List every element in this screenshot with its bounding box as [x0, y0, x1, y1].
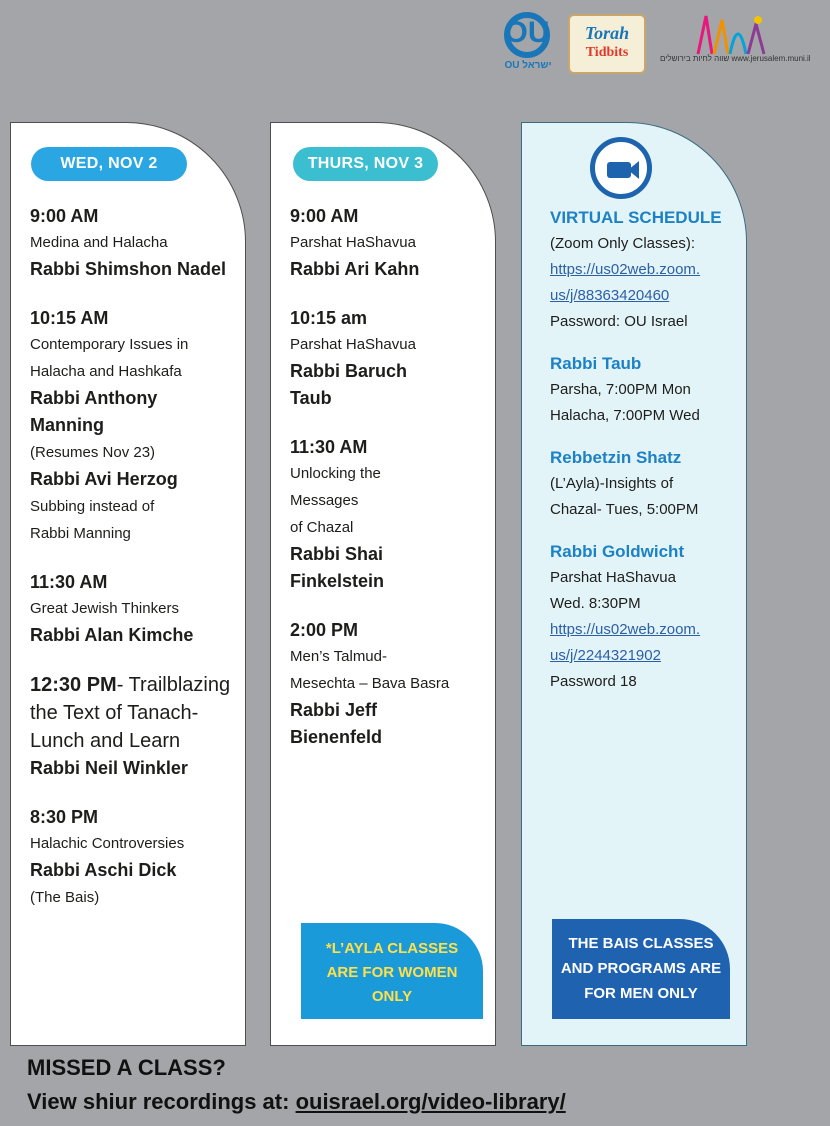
entry-speaker: Rabbi Anthony: [30, 388, 158, 408]
teacher-block: [550, 539, 745, 695]
torah-logo-line2: Tidbits: [585, 45, 629, 60]
zoom-link-2[interactable]: https://us02web.zoom.: [550, 621, 701, 638]
ou-logo-subtitle: OU ישראל: [504, 60, 552, 71]
entry-time: 10:15 am: [290, 308, 368, 328]
virtual-schedule: [550, 205, 745, 711]
entry-speaker: Taub: [290, 388, 332, 408]
zoom-video-icon: [590, 137, 652, 199]
entry-description: Unlocking the: [290, 465, 381, 482]
entry-speaker: Manning: [30, 415, 104, 435]
jerusalem-url: www.jerusalem.muni.il: [731, 54, 811, 63]
entry-time: 10:15 AM: [30, 308, 109, 328]
entry-note: (The Bais): [30, 889, 100, 906]
teacher-time: Wed. 8:30PM: [550, 595, 641, 612]
teacher-time: Parsha, 7:00PM Mon: [550, 381, 691, 398]
missed-class-heading: MISSED A CLASS?: [27, 1055, 226, 1080]
entry-speaker: Rabbi Neil Winkler: [30, 758, 188, 778]
entry-time: [30, 671, 245, 699]
mens-classes-note: [552, 919, 730, 1019]
teacher-block: [550, 445, 745, 523]
thursday-day-pill: THURS, NOV 3: [293, 147, 438, 181]
entry-description: Halachic Controversies: [30, 835, 185, 852]
zoom-link-1[interactable]: https://us02web.zoom.: [550, 261, 701, 278]
schedule-entry: [290, 305, 490, 412]
entry-speaker: Bienenfeld: [290, 727, 383, 747]
entry-title: the Text of Tanach-: [30, 702, 199, 724]
entry-description: Medina and Halacha: [30, 234, 168, 251]
entry-note: Rabbi Manning: [30, 525, 131, 542]
teacher-time: Halacha, 7:00PM Wed: [550, 407, 700, 424]
note-line: THE BAIS CLASSES: [568, 935, 714, 952]
jerusalem-caption-hebrew2: בירושלים: [660, 54, 691, 63]
entry-speaker: Rabbi Alan Kimche: [30, 625, 194, 645]
virtual-schedule-column: [521, 122, 747, 1046]
entry-speaker: Rabbi Avi Herzog: [30, 469, 178, 489]
entry-description: Parshat HaShavua: [290, 336, 416, 353]
note-line: FOR MEN ONLY: [584, 985, 698, 1002]
entry-time: 9:00 AM: [290, 206, 359, 226]
teacher-time: (L’Ayla)-Insights of: [550, 475, 674, 492]
recordings-prefix: View shiur recordings at:: [27, 1089, 296, 1114]
zoom-password-2: Password 18: [550, 673, 637, 690]
teacher-time: Chazal- Tues, 5:00PM: [550, 501, 699, 518]
entry-speaker: Rabbi Shai: [290, 544, 384, 564]
teacher-time: Parshat HaShavua: [550, 569, 676, 586]
schedule-entry: [30, 305, 245, 547]
entry-description: Mesechta – Bava Basra: [290, 675, 450, 692]
note-line: AND PROGRAMS ARE: [560, 960, 722, 977]
schedule-entry: [30, 671, 245, 782]
wednesday-day-pill: WED, NOV 2: [31, 147, 187, 181]
entry-description: Messages: [290, 492, 359, 509]
virtual-heading: VIRTUAL SCHEDULE: [550, 208, 722, 227]
wednesday-schedule: [30, 203, 245, 933]
zoom-link-2-cont[interactable]: us/j/2244321902: [550, 647, 661, 664]
entry-description: Great Jewish Thinkers: [30, 600, 179, 617]
entry-note: (Resumes Nov 23): [30, 444, 156, 461]
zoom-link-1-cont[interactable]: us/j/88363420460: [550, 287, 670, 304]
entry-description: Parshat HaShavua: [290, 234, 416, 251]
ou-israel-logo: [502, 8, 554, 74]
schedule-entry: [30, 203, 245, 283]
entry-note: Subbing instead of: [30, 498, 155, 515]
virtual-intro-text: (Zoom Only Classes):: [550, 235, 696, 252]
teacher-name: Rabbi Taub: [550, 354, 642, 373]
entry-title: Lunch and Learn: [30, 730, 181, 752]
entry-time: 11:30 AM: [290, 437, 368, 457]
camera-lens: [628, 161, 639, 179]
torah-tidbits-logo: [568, 14, 646, 74]
jerusalem-caption: [660, 54, 811, 63]
jerusalem-caption-hebrew1: שווה לחיות: [692, 54, 730, 63]
jerusalem-municipality-logo: [660, 10, 811, 72]
entry-speaker: Rabbi Shimshon Nadel: [30, 259, 227, 279]
entry-speaker: Rabbi Aschi Dick: [30, 860, 177, 880]
entry-speaker: Finkelstein: [290, 571, 385, 591]
entry-time: 8:30 PM: [30, 807, 99, 827]
entry-description: Men’s Talmud-: [290, 648, 387, 665]
teacher-name: Rabbi Goldwicht: [550, 542, 685, 561]
womens-classes-note: [301, 923, 483, 1019]
entry-description: Contemporary Issues in: [30, 336, 189, 353]
video-library-link[interactable]: ouisrael.org/video-library/: [295, 1089, 566, 1114]
entry-speaker: Rabbi Jeff: [290, 700, 378, 720]
entry-time: 11:30 AM: [30, 572, 108, 592]
note-line: ONLY: [371, 988, 413, 1005]
ou-logo-letters: OU: [504, 16, 550, 49]
wednesday-column: [10, 122, 246, 1046]
note-line: *L’AYLA CLASSES: [325, 940, 459, 957]
entry-speaker: Rabbi Ari Kahn: [290, 259, 420, 279]
entry-description: of Chazal: [290, 519, 354, 536]
virtual-intro: [550, 205, 745, 335]
teacher-block: [550, 351, 745, 429]
schedule-entry: [30, 569, 245, 649]
entry-time-value: 12:30 PM: [30, 674, 117, 696]
torah-logo-line1: Torah: [584, 23, 630, 43]
entry-time: 2:00 PM: [290, 620, 359, 640]
teacher-name: Rebbetzin Shatz: [550, 448, 682, 467]
thursday-schedule: [290, 203, 490, 773]
entry-time: 9:00 AM: [30, 206, 99, 226]
entry-title: - Trailblazing: [116, 674, 231, 696]
jerusalem-art-icon: [692, 10, 770, 58]
sponsor-logos: [502, 8, 811, 78]
note-line: ARE FOR WOMEN: [326, 964, 458, 981]
schedule-entry: [290, 203, 490, 283]
entry-speaker: Rabbi Baruch: [290, 361, 408, 381]
thursday-column: [270, 122, 496, 1046]
entry-description: Halacha and Hashkafa: [30, 363, 182, 380]
zoom-password-1: Password: OU Israel: [550, 313, 688, 330]
recordings-line: [27, 1088, 566, 1116]
schedule-entry: [290, 617, 490, 751]
schedule-entry: [290, 434, 490, 595]
schedule-entry: [30, 804, 245, 911]
